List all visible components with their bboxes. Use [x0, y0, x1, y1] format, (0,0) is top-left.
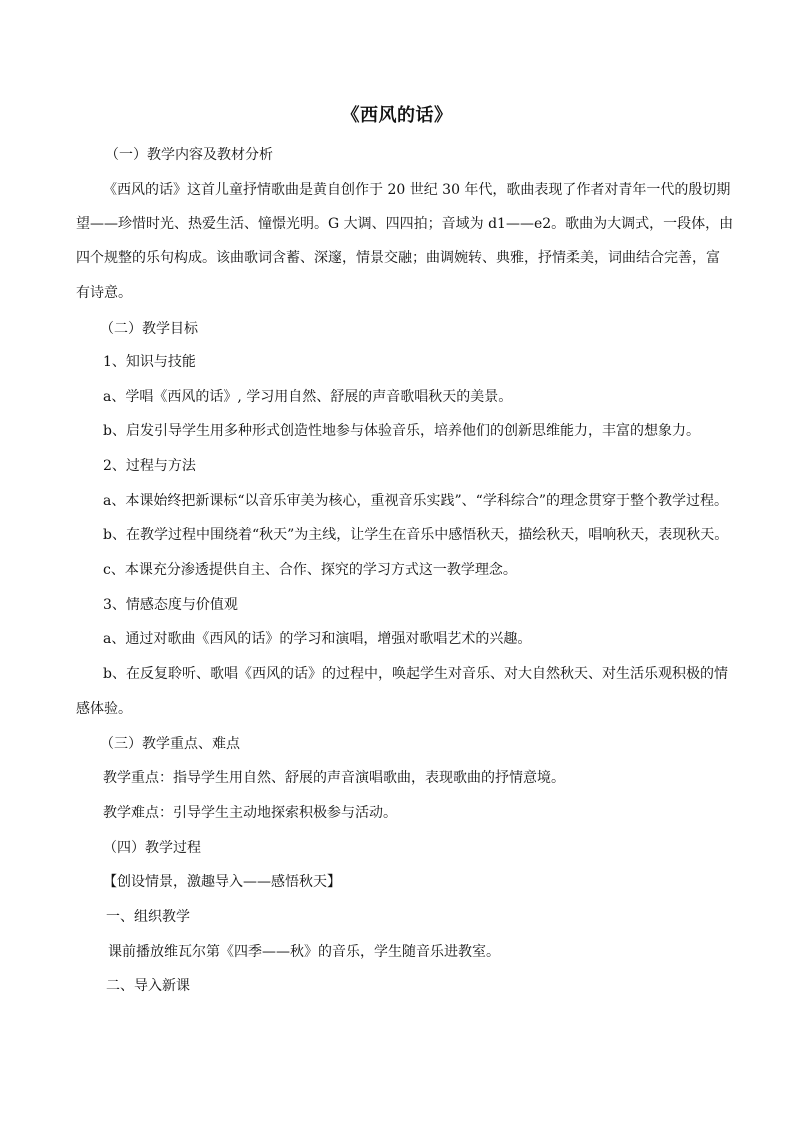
step-heading-organize: 一、组织教学: [106, 909, 190, 925]
section-heading-objectives: （二）教学目标: [100, 321, 198, 337]
paragraph-line: 四个规整的乐句构成。该曲歌词含蓄、深邃，情景交融；曲调婉转、典雅，抒情柔美，词曲结合完善，富: [76, 250, 720, 266]
list-item: a、本课始终把新课标“以音乐审美为核心，重视音乐实践”、“学科综合”的理念贯穿于整个教学过程。: [103, 493, 728, 509]
difficulty-line: 教学难点：引导学生主动地探索积极参与活动。: [103, 805, 397, 821]
key-point-line: 教学重点：指导学生用自然、舒展的声音演唱歌曲，表现歌曲的抒情意境。: [103, 770, 565, 786]
step-heading-introduce: 二、导入新课: [106, 978, 190, 994]
section-heading-key-points: （三）教学重点、难点: [100, 736, 240, 752]
subheading-attitude-values: 3、情感态度与价值观: [103, 597, 238, 613]
list-item: a、通过对歌曲《西风的话》的学习和演唱，增强对歌唱艺术的兴趣。: [103, 631, 532, 647]
subheading-process-method: 2、过程与方法: [103, 458, 196, 474]
section-heading-process: （四）教学过程: [103, 840, 201, 856]
list-item: b、启发引导学生用多种形式创造性地参与体验音乐，培养他们的创新思维能力，丰富的想象力。: [103, 423, 700, 439]
section-heading-content-analysis: （一）教学内容及教材分析: [105, 147, 273, 163]
list-item: a、学唱《西风的话》, 学习用自然、舒展的声音歌唱秋天的美景。: [103, 389, 513, 405]
paragraph-line: 有诗意。: [76, 285, 132, 301]
list-item: c、本课充分渗透提供自主、合作、探究的学习方式这一教学理念。: [103, 562, 517, 578]
document-title: 《西风的话》: [341, 105, 453, 126]
subheading-knowledge-skills: 1、知识与技能: [103, 354, 196, 370]
list-item: b、在教学过程中围绕着“秋天”为主线，让学生在音乐中感悟秋天，描绘秋天，唱响秋天，表现秋天。: [103, 527, 729, 543]
paragraph-line: 《西风的话》这首儿童抒情歌曲是黄自创作于 20 世纪 30 年代，歌曲表现了作者对青年一代的殷切期: [103, 182, 731, 198]
step-description: 课前播放维瓦尔第《四季——秋》的音乐，学生随音乐进教室。: [108, 944, 500, 960]
paragraph-line: 望——珍惜时光、热爱生活、憧憬光明。G 大调、四四拍；音域为 d1——e2。歌曲为大调式，一段体，由: [76, 216, 734, 232]
list-item: b、在反复聆听、歌唱《西风的话》的过程中，唤起学生对音乐、对大自然秋天、对生活乐观积极的情: [103, 666, 728, 682]
list-item-continuation: 感体验。: [76, 701, 132, 717]
bracket-heading: 【创设情景，激趣导入——感悟秋天】: [103, 874, 341, 890]
